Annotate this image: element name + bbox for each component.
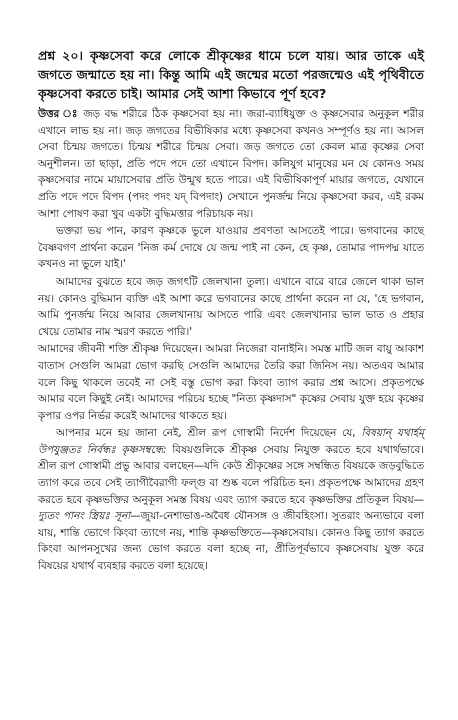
- sanskrit-quote-1: বিষয়ান্ যথার্হম্ উপযুঞ্জতঃ নির্বন্ধঃ কৃষ্ণসম্বন্ধে:: [38, 427, 424, 456]
- question-label: প্রশ্ন ২০।: [38, 48, 84, 63]
- paragraph-life-force: আমাদের জীবনী শক্তি শ্রীকৃষ্ণ দিয়েছেন। আমরা নিজেরা বানাইনি। সমস্ত মাটি জল বায়ু আকাশ বাতাস সেগুলি আমরা ভোগ করছি সেগুলি আমাদের তৈরি করা জিনিস নয়। অতএব আমার বলে কিছু থাকলে তবেই না সেই বস্তু ভোগ করা কিংবা ত্যাগ করার প্রশ্ন আসে। প্রকৃতপক্ষে আমার বলে কিছুই নেই। আমাদের পরিচয় হচ্ছে "নিত্য কৃষ্ণদাস" কৃষ্ণের সেবায় যুক্ত হয়ে কৃষ্ণের কৃপার ওপর নির্ভর করেই আমাদের থাকতে হয়।: [38, 343, 424, 422]
- rupa-middle: বিষয়গুলিকে শ্রীকৃষ্ণ সেবায় নিযুক্ত করতে হবে যথার্থভাবে। শ্রীল রূপ গোস্বামী প্রভু আবার বলছেন—যদি কেউ শ্রীকৃষ্ণের সঙ্গে সম্বন্ধিত বিষয়কে জড়বুদ্ধিতে ত্যাগ করে তবে সেই ত্যাগীবৈরাগী ফল্গু বা শুষ্ক বলে পরিচিত হন। প্রকৃতপক্ষে আমাদের গ্রহণ করতে হবে কৃষ্ণভক্তির অনুকূল সমস্ত বিষয় এবং ত্যাগ করতে হবে কৃষ্ণভক্তির প্রতিকূল বিষয়—: [38, 443, 424, 506]
- answer-label: উত্তর ঃ: [38, 108, 79, 120]
- rupa-intro: আপনার মনে হয় জানা নেই, শ্রীল রূপ গোস্বামী নির্দেশ দিয়েছেন যে,: [56, 427, 356, 440]
- answer-paragraph: [38, 106, 424, 222]
- paragraph-prison-world: আমাদের বুঝতে হবে জড় জগৎটি জেলখানা তুল্য। এখানে বারে বারে জেলে থাকা ভাল নয়। কোনও বুদ্ধিমান ব্যক্তি এই আশা করে ভগবানের কাছে প্রার্থনা করেন না যে, 'হে ভগবান, আমি পুনর্জন্ম নিয়ে আবার জেলখানায় আসতে পারি এবং জেলখানার ভাল ভাত ও প্রহার খেয়ে তোমার নাম স্মরণ করতে পারি।': [38, 275, 424, 338]
- paragraph-rupa-goswami: [38, 425, 424, 574]
- question-20: [38, 46, 424, 103]
- answer-text: জড় বদ্ধ শরীরে ঠিক কৃষ্ণসেবা হয় না। জরা-ব্যাধিযুক্ত ও কৃষ্ণসেবার অনুকূল শরীর এখানে লাভ হয় না। জড় জগতের বিভীষিকার মধ্যে কৃষ্ণসেবা কখনও সম্পূর্ণও হয় না। আসল সেবা চিন্ময় জগতে। চিন্ময় শরীরে চিন্ময় সেবা। জড় জগতে তো কেবল মাত্র কৃষ্ণের সেবা অনুশীলন। তা ছাড়া, প্রতি পদে পদে তো এখানে বিপদ। কলিযুগ মানুষের মন যে কোনও সময় কৃষ্ণসেবার নামে মায়াসেবার প্রতি উন্মুখ হতে পারে। এই বিভীষিকাপূর্ণ মায়ার জগতে, যেখানে প্রতি পদে পদে বিপদ (পদং পদং যদ্ বিপদাং) সেখানে পুনর্জন্ম নিয়ে কৃষ্ণসেবা করব, এই রকম আশা পোষণ করা খুব একটা বুদ্ধিমত্তার পরিচায়ক নয়।: [38, 108, 424, 220]
- rupa-end: —জুয়া-নেশাভাঙ-অবৈধ যৌনসঙ্গ ও জীবহিংসা। সুতরাং অন্যভাবে বলা যায়, শান্তি ভোগে কিংবা ত্যাগে নয়, শান্তি কৃষ্ণভক্তিতে—কৃষ্ণসেবায়। কোনও কিছু ত্যাগ করতে কিংবা আপনসুখের জন্য ভোগ করতে বলা হচ্ছে না, প্রীতিপূর্বভাবে কৃষ্ণসেবায় যুক্ত করে বিষয়ের যথার্থ ব্যবহার করতে বলা হয়েছে।: [38, 510, 424, 573]
- question-text: কৃষ্ণসেবা করে লোকে শ্রীকৃষ্ণের ধামে চলে যায়। আর তাকে এই জগতে জন্মাতে হয় না। কিন্তু আমি এই জন্মের মতো পরজন্মেও এই পৃথিবীতে কৃষ্ণসেবা করতে চাই। আমার সেই আশা কিভাবে পূর্ণ হবে?: [38, 48, 425, 101]
- sanskrit-quote-2: দ্যুতং পানং স্ত্রিয়ঃ সূনা: [38, 510, 131, 523]
- paragraph-devotees-fear: ভক্তরা ভয় পান, কারণ কৃষ্ণকে ভুলে যাওয়ার প্রবণতা আসতেই পারে। ভগবানের কাছে বৈষ্ণবগণ প্রার্থনা করেন 'নিজ কর্ম দোষে যে জন্ম পাই না কেন, হে কৃষ্ণ, তোমার পাদপদ্ম যাতে কখনও না ভুলে যাই।': [38, 225, 424, 271]
